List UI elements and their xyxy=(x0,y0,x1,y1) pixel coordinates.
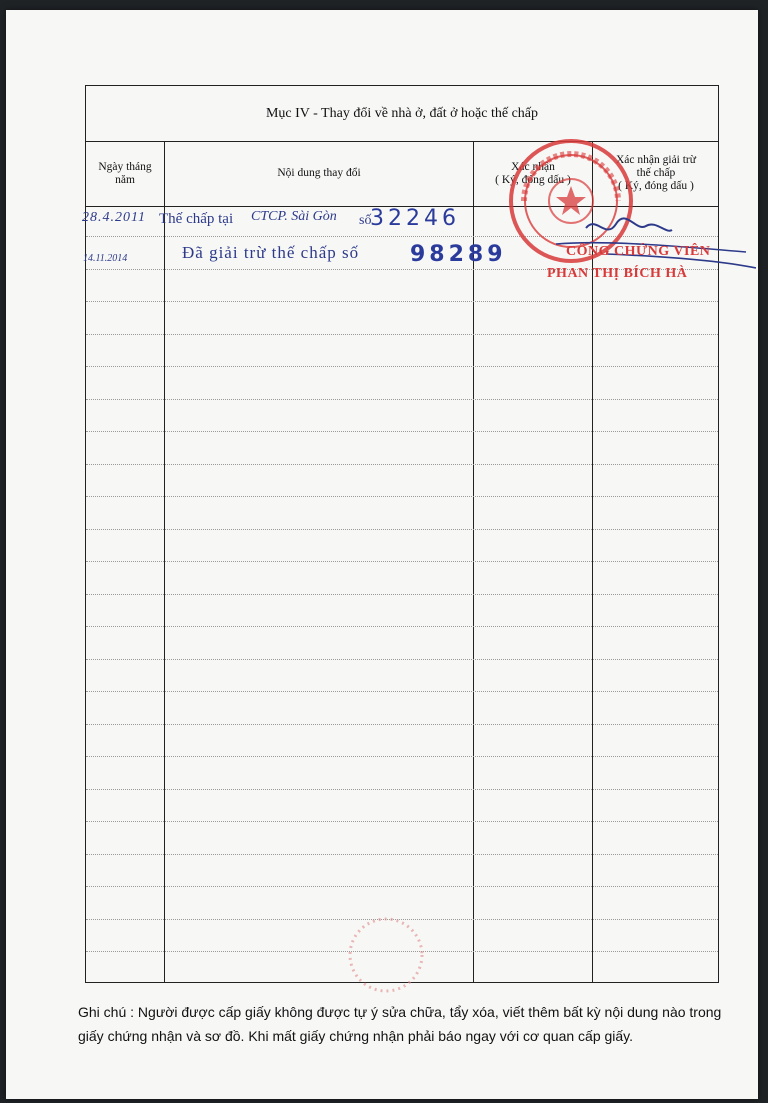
ruled-line xyxy=(86,756,718,757)
entry-number: 98289 xyxy=(410,242,507,267)
ruled-line xyxy=(86,594,718,595)
ruled-line xyxy=(86,399,718,400)
note-text: Người được cấp giấy không được tự ý sửa chữa, tẩy xóa, viết thêm bất kỳ nội dung nào trong giấy chứng nhận và sơ đồ. Khi mất giấy chứng nhận phải báo ngay với cơ quan cấp giấy. xyxy=(78,1004,722,1044)
ruled-line xyxy=(86,301,718,302)
header-release-confirm: Xác nhận giải trừ thế chấp ( Ký, đóng dấu ) xyxy=(616,154,696,192)
ruled-line xyxy=(86,431,718,432)
ruled-line xyxy=(86,366,718,367)
entry-date: 28.4.2011 xyxy=(82,210,146,225)
entry-content-prefix: Đã giải trừ thế chấp số xyxy=(182,243,360,262)
ruled-line xyxy=(86,334,718,335)
certificate-page xyxy=(6,10,758,1099)
note-label: Ghi chú : xyxy=(78,1004,135,1020)
entry-content-prefix: Thế chấp tại xyxy=(159,211,234,227)
ruled-line xyxy=(86,529,718,530)
entry-number-label: số xyxy=(359,213,372,228)
ruled-line xyxy=(86,659,718,660)
ruled-line xyxy=(86,724,718,725)
footnote xyxy=(78,1000,738,1048)
ruled-line xyxy=(86,464,718,465)
header-content: Nội dung thay đổi xyxy=(277,167,361,179)
faded-stamp-icon xyxy=(316,915,456,995)
entry-date: 14.11.2014 xyxy=(83,253,128,264)
entry-handwritten: CTCP. Sài Gòn xyxy=(251,209,337,224)
notary-name: PHAN THỊ BÍCH HÀ xyxy=(547,266,688,281)
entry-number: 32246 xyxy=(370,206,460,231)
ruled-line xyxy=(86,821,718,822)
ruled-line xyxy=(86,789,718,790)
header-date: Ngày tháng năm xyxy=(98,160,152,186)
ruled-line xyxy=(86,886,718,887)
ruled-line xyxy=(86,854,718,855)
ruled-line xyxy=(86,561,718,562)
section-title: Mục IV - Thay đổi về nhà ở, đất ở hoặc thế chấp xyxy=(86,86,718,142)
header-confirm: Xác nhận ( Ký, đóng dấu ) xyxy=(495,160,571,186)
ruled-line xyxy=(86,496,718,497)
ruled-line xyxy=(86,626,718,627)
notary-title: CÔNG CHỨNG VIÊN xyxy=(566,244,711,259)
ruled-line xyxy=(86,691,718,692)
